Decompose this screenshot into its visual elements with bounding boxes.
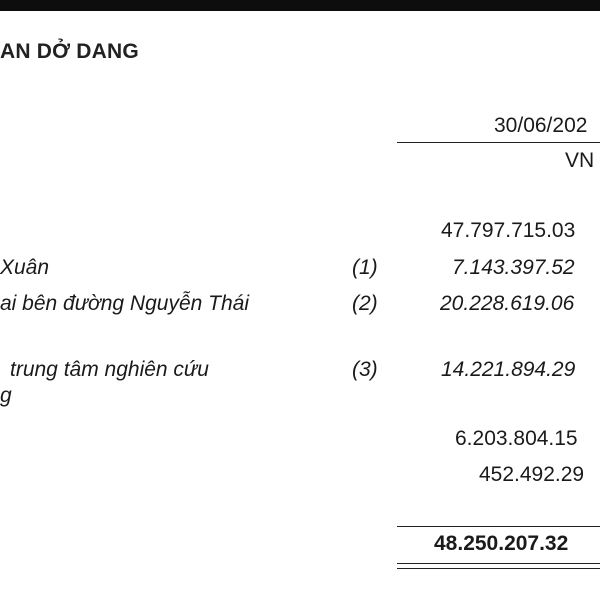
row-4-label: trung tâm nghiên cứu — [10, 358, 209, 381]
total-double-rule-1 — [397, 563, 600, 564]
column-header-rule — [397, 142, 600, 143]
row-3-note: (2) — [352, 292, 378, 315]
column-unit-header: VN — [565, 149, 595, 172]
row-4-note: (3) — [352, 358, 378, 381]
total-top-rule — [397, 526, 600, 527]
row-6-value: 452.492.29 — [479, 463, 585, 486]
column-date-header: 30/06/202 — [494, 114, 588, 137]
row-2-value: 7.143.397.52 — [452, 256, 575, 279]
top-edge-bar — [0, 0, 600, 11]
total-double-rule-2 — [397, 568, 600, 569]
row-1-value: 47.797.715.03 — [441, 219, 576, 242]
total-value: 48.250.207.32 — [434, 532, 569, 555]
row-5-value: 6.203.804.15 — [455, 427, 578, 450]
row-3-label: ai bên đường Nguyễn Thái — [0, 292, 249, 315]
row-4-label-continued: g — [0, 384, 12, 407]
section-heading: AN DỞ DANG — [0, 40, 139, 63]
row-2-note: (1) — [352, 256, 378, 279]
row-4-value: 14.221.894.29 — [441, 358, 576, 381]
row-2-label: Xuân — [0, 256, 50, 279]
row-3-value: 20.228.619.06 — [440, 292, 575, 315]
